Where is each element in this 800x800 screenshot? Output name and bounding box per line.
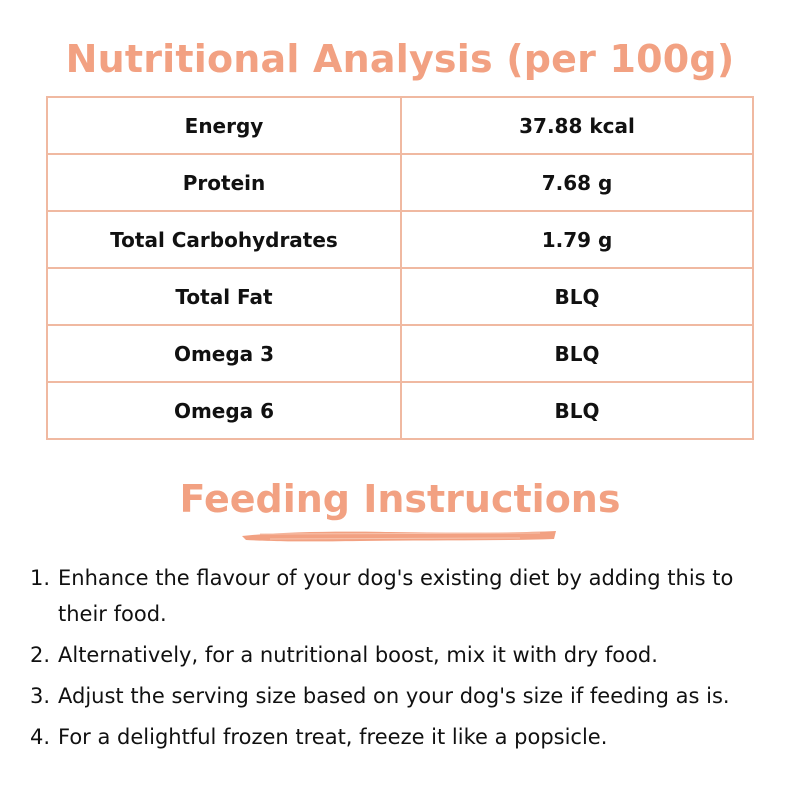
nutrient-value: BLQ (401, 268, 753, 325)
list-item-text: Adjust the serving size based on your dog's size if feeding as is. (58, 684, 730, 708)
list-item (30, 560, 775, 632)
nutrient-label: Total Carbohydrates (47, 211, 401, 268)
nutrient-label: Protein (47, 154, 401, 211)
table-row (47, 211, 753, 268)
nutrition-table (46, 96, 754, 440)
table-row (47, 154, 753, 211)
feeding-instructions-list (30, 560, 775, 760)
nutrient-value: BLQ (401, 382, 753, 439)
nutrient-value: 37.88 kcal (401, 97, 753, 154)
nutrient-value: BLQ (401, 325, 753, 382)
list-item-number: 3. (30, 684, 51, 708)
nutrient-value: 1.79 g (401, 211, 753, 268)
table-row (47, 325, 753, 382)
nutrient-value: 7.68 g (401, 154, 753, 211)
page-title: Nutritional Analysis (per 100g) (65, 37, 735, 81)
list-item-text: Alternatively, for a nutritional boost, mix it with dry food. (58, 643, 658, 667)
feeding-instructions-title: Feeding Instructions (179, 477, 621, 521)
list-item-number: 1. (30, 566, 51, 590)
nutrient-label: Total Fat (47, 268, 401, 325)
nutrient-label: Omega 6 (47, 382, 401, 439)
list-item-number: 2. (30, 643, 51, 667)
nutrient-label: Omega 3 (47, 325, 401, 382)
list-item-number: 4. (30, 725, 51, 749)
table-row (47, 97, 753, 154)
brush-underline-decoration (240, 528, 558, 544)
list-item-text: Enhance the flavour of your dog's existing diet by adding this to their food. (58, 566, 734, 626)
table-row (47, 268, 753, 325)
list-item (30, 719, 775, 755)
list-item (30, 678, 775, 714)
list-item (30, 637, 775, 673)
list-item-text: For a delightful frozen treat, freeze it like a popsicle. (58, 725, 608, 749)
nutrient-label: Energy (47, 97, 401, 154)
table-row (47, 382, 753, 439)
